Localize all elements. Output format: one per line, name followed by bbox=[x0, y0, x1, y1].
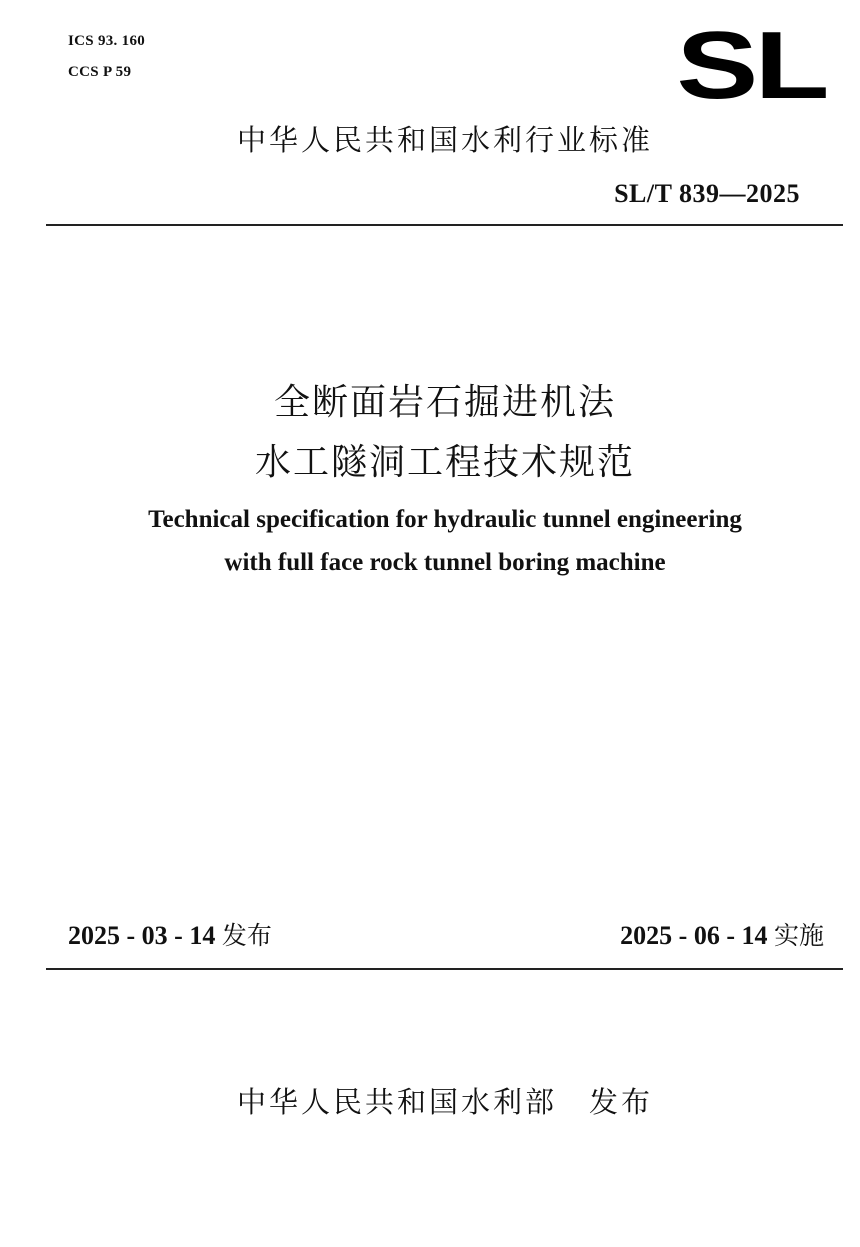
issue-date: 2025 - 03 - 14 bbox=[68, 921, 216, 950]
issue-date-block bbox=[68, 916, 272, 952]
classification-codes bbox=[68, 26, 145, 88]
publisher: 中华人民共和国水利部 发布 bbox=[236, 1085, 653, 1119]
issue-label: 发布 bbox=[221, 921, 272, 950]
bottom-divider bbox=[46, 968, 843, 970]
title-chinese-line-2: 水工隧洞工程技术规范 bbox=[254, 442, 635, 483]
top-divider bbox=[46, 224, 843, 226]
industry-standard-heading: 中华人民共和国水利行业标准 bbox=[236, 123, 653, 157]
title-chinese-line-1: 全断面岩石掘进机法 bbox=[273, 382, 616, 423]
implementation-date-block bbox=[620, 916, 824, 952]
sl-logo: SL bbox=[676, 12, 826, 119]
implementation-date: 2025 - 06 - 14 bbox=[620, 921, 768, 950]
ccs-code: CCS P 59 bbox=[68, 64, 132, 80]
title-english-line-2: with full face rock tunnel boring machine bbox=[224, 549, 666, 576]
implementation-label: 实施 bbox=[773, 921, 824, 950]
standard-number: SL/T 839—2025 bbox=[614, 179, 800, 208]
ics-code: ICS 93. 160 bbox=[68, 33, 146, 49]
title-english-line-1: Technical specification for hydraulic tunnel engineering bbox=[148, 506, 742, 533]
